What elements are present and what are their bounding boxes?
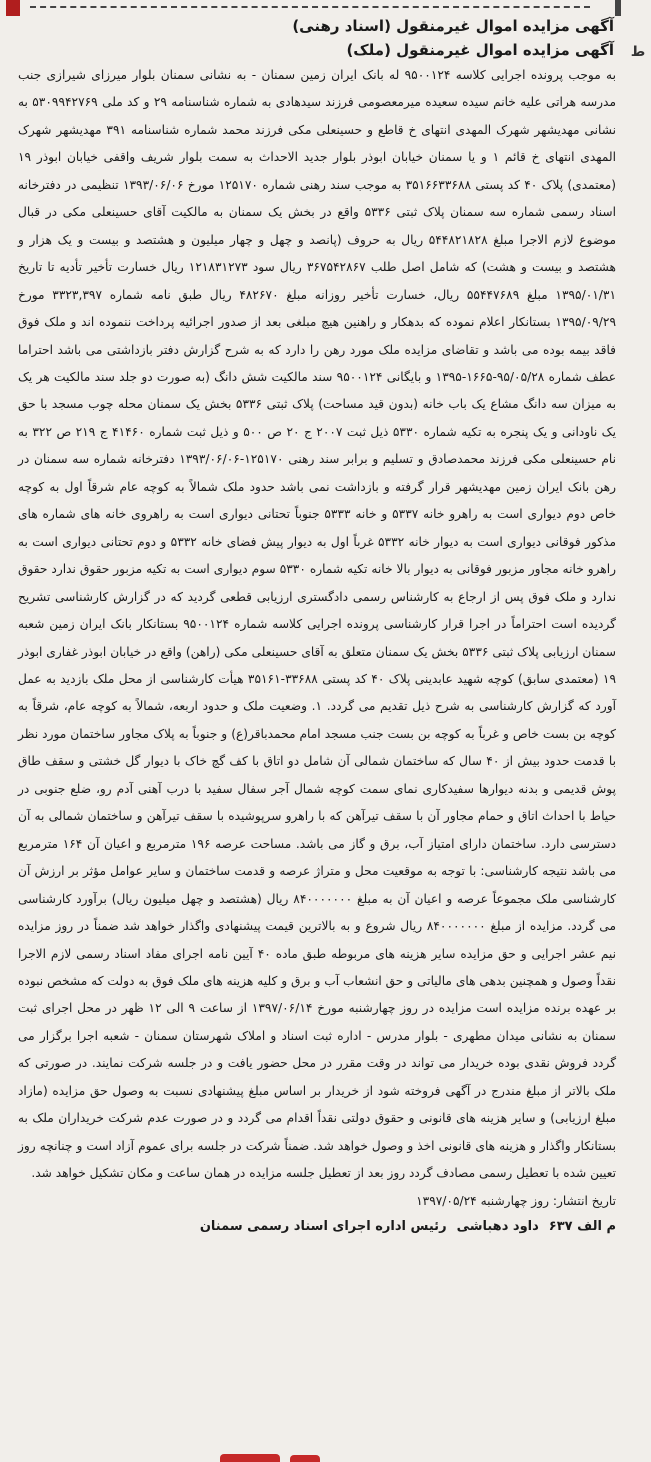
- signer-title: رئیس اداره اجرای اسناد رسمی سمنان: [199, 1218, 447, 1234]
- notice-body-text: به موجب پرونده اجرایی کلاسه ۹۵۰۰۱۲۴ له بانک ایران زمین سمنان - به نشانی سمنان بلوار میرزای شیرازی جنب مدرسه هراتی علیه خانم سیده سعیده میرمعصومی فرزند سیدهادی به شماره شناسنامه ۲۹ و کد ملی ۵۳۰۹۹۴۲۷۶۹ به نشانی مهدیشهر شهرک المهدی انتهای خ قاطع و حسینعلی مکی فرزند محمد شماره شناسنامه ۳۹۱ مهدیشهر شهرک المهدی انتهای خ قائم ۱ و یا سمنان خیابان ابوذر بلوار جدید الاحداث به سمت بلوار شریف واقفی خیابان ابوذر ۱۹ (معتمدی) پلاک ۴۰ کد پستی ۳۵۱۶۶۳۳۶۸۸ به موجب سند رهنی شماره ۱۲۵۱۷۰ مورخ ۱۳۹۳/۰۶/۰۶ تنظیمی در دفترخانه اسناد رسمی شماره سه سمنان پلاک ثبتی ۵۳۳۶ واقع در بخش یک سمنان به مالکیت آقای حسینعلی مکی در قبال موضوع لازم الاجرا مبلغ ۵۴۴۸۲۱۸۲۸ ریال به حروف (پانصد و چهل و چهار میلیون و هشتصد و بیست و یک هزار و هشتصد و بیست و هشت) که شامل اصل طلب ۳۶۷۵۴۲۸۶۷ ریال سود ۱۲۱۸۳۱۲۷۳ ریال خسارت تأخیر تأدیه تا تاریخ ۱۳۹۵/۰۱/۳۱ مبلغ ۵۵۴۴۷۶۸۹ ریال، خسارت تأخیر روزانه مبلغ ۴۸۲۶۷۰ ریال طبق نامه شماره ۳۳۲۳,۳۹۷ مورخ ۱۳۹۵/۰۹/۲۹ بستانکار اعلام نموده که بدهکار و راهنین هیچ مبلغی بعد از صدور اجرائیه پرداخت ننموده اند و ملک فوق فاقد بیمه بوده می باشد و تقاضای مزایده ملک مورد رهن را دارد که به شرح گزارش دفتر بازداشتی می باشد احتراما عطف شماره ۹۵/۰۵/۲۸-۱۶۶۵-۱۳۹۵ و بایگانی ۹۵۰۰۱۲۴ سند مالکیت شش دانگ (به صورت دو جلد سند مالکیت هر یک به میزان سه دانگ مشاع یک باب خانه (بدون قید مساحت) پلاک ثبتی ۵۳۳۶ بخش یک سمنان محله چوب مسجد با حق یک ناودانی و یک پنجره به تکیه شماره ۵۳۳۰ ذیل ثبت ۲۰۰۷ ج ۲۰ ص ۵۰۰ و ذیل ثبت شماره ۴۱۴۶۰ ج ۲۱۹ ص ۳۲۲ به نام حسینعلی مکی فرزند محمدصادق و تسلیم و برابر سند رهنی ۱۲۵۱۷۰-۱۳۹۳/۰۶/۰۶ دفترخانه شماره سه سمنان در رهن بانک ایران زمین مهدیشهر قرار گرفته و بازداشت نمی باشد حدود ملک شمالاً به کوچه عام شرقاً اول به کوچه خاص دوم دیواری است به راهرو خانه ۵۳۳۷ و خانه ۵۳۳۳ جنوباً تحتانی دیواری است به راهروی خانه های شماره های مذکور فوقانی دیواری است به دیوار خانه ۵۳۳۲ غرباً اول به دیوار پیش فضای خانه ۵۳۳۲ و دوم تحتانی دیواری است به راهرو خانه مجاور مزبور فوقانی به دیوار بالا خانه تکیه شماره ۵۳۳۰ سوم دیواری است به تکیه مزبور حقوق ندارد حقوق ندارد و ملک فوق پس از ارجاع به کارشناس رسمی دادگستری ارزیابی قطعی گردید که در گزارش کارشناسی تشریح گردیده است احتراماً در اجرا قرار کارشناسی پرونده اجرایی کلاسه شماره ۹۵۰۰۱۲۴ بستانکار بانک ایران زمین شعبه سمنان ارزیابی پلاک ثبتی ۵۳۳۶ بخش یک سمنان متعلق به آقای حسینعلی مکی (راهن) واقع در خیابان ابوذر غفاری ابوذر ۱۹ (معتمدی سابق) کوچه شهید عابدینی پلاک ۴۰ کد پستی ۳۳۶۸۸-۳۵۱۶۱ هیأت کارشناسی از محل ملک بازدید به عمل آورد که گزارش کارشناسی به شرح ذیل تقدیم می گردد. ۱. وضعیت ملک و حدود اربعه، شمالاً به کوچه عام، شرقاً به کوچه بن بست خاص و غرباً به کوچه بن بست جنب مسجد امام محمدباقر(ع) و جنوباً به پلاک مجاور ساختمان مورد نظر با قدمت حدود بیش از ۴۰ سال که ساختمان شمالی آن شامل دو اتاق با کف گچ خاک با دیوار گل خشتی و سقف طاق پوش قدیمی و بدنه دیوارها سفیدکاری نمای سمت کوچه شمال آجر سفال سفید با درب آهنی آدم رو، ضلع جنوبی در حیاط با احداث اتاق و حمام مجاور آن با سقف تیرآهن که با راهرو سرپوشیده با سقف تیرآهن و ساختمان شمالی به آن دسترسی دارد. ساختمان دارای امتیاز آب، برق و گاز می باشد. مساحت عرصه ۱۹۶ مترمربع و اعیان آن ۱۶۴ مترمربع می باشد نتیجه کارشناسی: با توجه به موقعیت محل و متراژ عرصه و قدمت ساختمان و سایر عوامل مؤثر بر ارزش آن کارشناسی ملک مجموعاً عرصه و اعیان آن به مبلغ ۸۴۰۰۰۰۰۰۰ ریال (هشتصد و چهل میلیون ریال) برآورد کارشناسی می گردد. مزایده از مبلغ ۸۴۰۰۰۰۰۰۰ ریال شروع و به بالاترین قیمت پیشنهادی واگذار خواهد شد ضمناً در روز مزایده نیم عشر اجرایی و حق مزایده سایر هزینه های مربوطه طبق ماده ۴۰ آیین نامه اجرای مفاد اسناد رسمی لازم الاجرا نقداً وصول و همچنین بدهی های مالیاتی و حق انشعاب آب و برق و کلیه هزینه های ملک فوق به دولت که مشخص نبوده بر عهده برنده مزایده است مزایده در روز چهارشنبه مورخ ۱۳۹۷/۰۶/۱۴ از ساعت ۹ الی ۱۲ ظهر در محل اجرای ثبت سمنان به نشانی میدان مطهری - بلوار مدرس - اداره ثبت اسناد و املاک شهرستان سمنان - شعبه اجرا برگزار می گردد فروش نقدی بوده خریدار می تواند در وقت مقرر در محل حضور یافت و در جلسه شرکت نمایند. در صورتی که ملک بالاتر از مبلغ مندرج در آگهی فروخته شود از خریدار بر اساس مبلغ پیشنهادی نسبت به وصول حق مزایده (مازاد مبلغ ارزیابی) و سایر هزینه های قانونی و حقوق دولتی نقداً اقدام می گردد و در صورت عدم شرکت خریداران ملک به بستانکار واگذار و هزینه های قانونی اخذ و وصول خواهد شد. ضمناً شرکت در جلسه برای عموم آزاد است و چنانچه روز تعیین شده با تعطیل رسمی مصادف گردد روز بعد از تعطیل جلسه مزایده در همان ساعت و مکان تشکیل خواهد شد.: [18, 68, 617, 1181]
- adjacent-column-text: ط: [630, 44, 646, 60]
- notice-body: [18, 62, 616, 1188]
- signer-name: داود دهباشی: [456, 1218, 539, 1234]
- reference-code: م الف ۶۳۷: [548, 1218, 616, 1234]
- notice-title-2: آگهی مزایده اموال غیرمنقول (ملک): [346, 41, 614, 59]
- notice-title-1: آگهی مزایده اموال غیرمنقول (اسناد رهنی): [292, 17, 614, 35]
- red-mark: [220, 1454, 280, 1462]
- signature-line: [18, 1214, 616, 1240]
- adjacent-column-edge: [624, 0, 651, 1462]
- publish-date: تاریخ انتشار: روز چهارشنبه ۱۳۹۷/۰۵/۲۴: [416, 1193, 616, 1208]
- red-mark-small: [290, 1455, 320, 1462]
- auction-notice: [0, 14, 620, 1444]
- bottom-cut-marks: [220, 1452, 340, 1462]
- top-dashed-border: [30, 6, 590, 8]
